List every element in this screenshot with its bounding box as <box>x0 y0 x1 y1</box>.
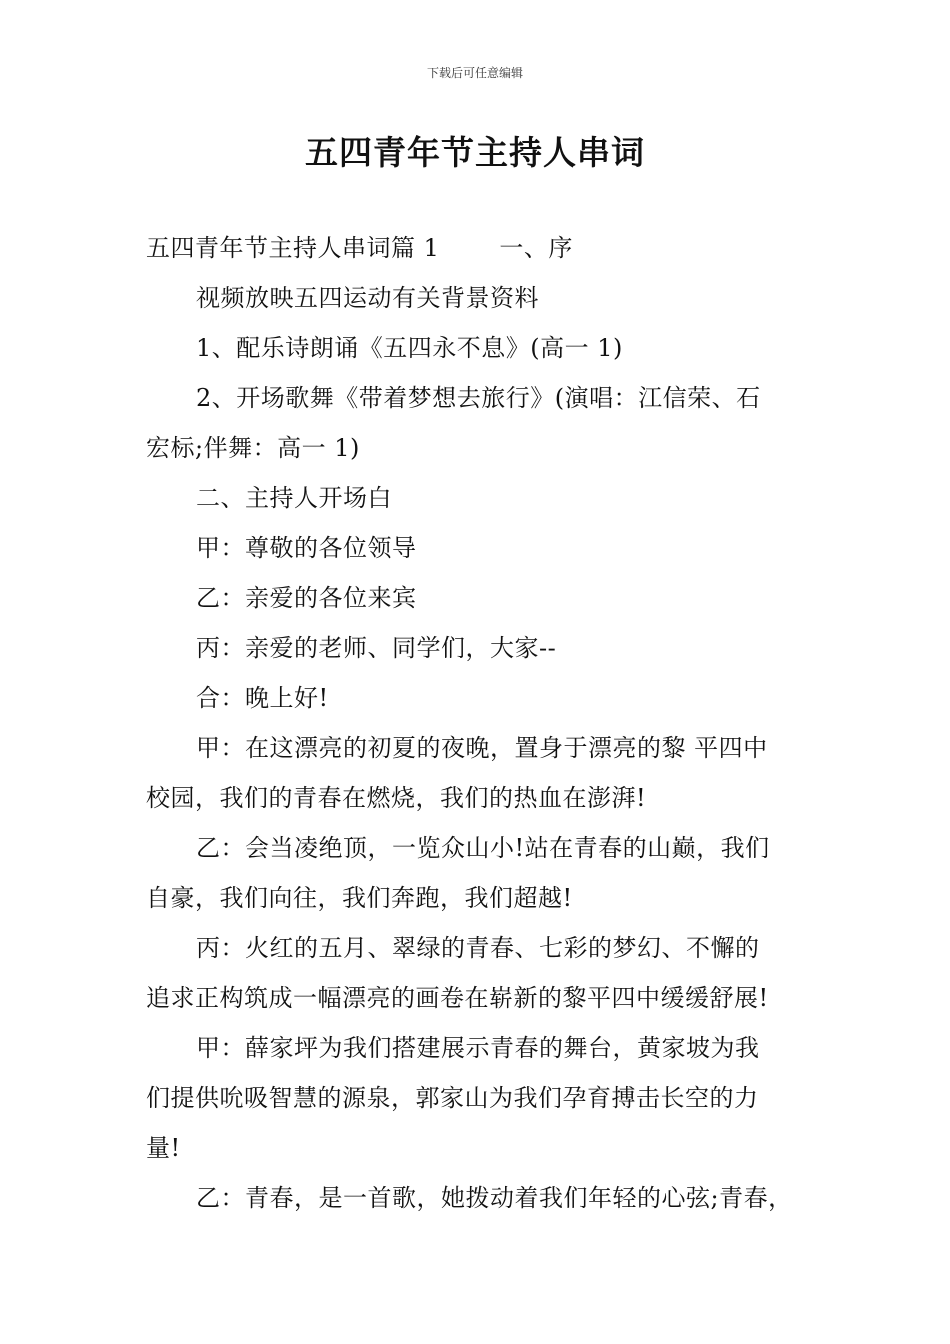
dialogue-line: 甲：在这漂亮的初夏的夜晚，置身于漂亮的黎 平四中 <box>196 734 768 762</box>
paragraph-line: 2、开场歌舞《带着梦想去旅行》(演唱：江信荣、石 <box>196 384 761 412</box>
dialogue-line: 合：晚上好! <box>196 684 329 712</box>
dialogue-line: 乙：青春，是一首歌，她拨动着我们年轻的心弦;青春， <box>196 1184 793 1212</box>
dialogue-line: 乙：亲爱的各位来宾 <box>196 584 417 612</box>
dialogue-line: 追求正构筑成一幅漂亮的画卷在崭新的黎平四中缓缓舒展! <box>146 984 769 1012</box>
section-one-heading: 一、序 <box>499 234 573 262</box>
dialogue-line: 量! <box>146 1134 181 1162</box>
header-note: 下载后可任意编辑 <box>426 66 523 80</box>
dialogue-line: 乙：会当凌绝顶，一览众山小!站在青春的山巅，我们 <box>196 834 770 862</box>
dialogue-line: 校园，我们的青春在燃烧，我们的热血在澎湃! <box>146 784 647 812</box>
paragraph-line: 1、配乐诗朗诵《五四永不息》(高一 1) <box>196 334 623 362</box>
section-two-heading: 二、主持人开场白 <box>196 484 392 512</box>
article-subtitle: 五四青年节主持人串词篇 1 <box>146 234 440 262</box>
dialogue-line: 自豪，我们向往，我们奔跑，我们超越! <box>146 884 573 912</box>
section-heading-line <box>146 233 573 263</box>
paragraph-line: 视频放映五四运动有关背景资料 <box>196 284 539 312</box>
dialogue-line: 丙：火红的五月、翠绿的青春、七彩的梦幻、不懈的 <box>196 934 760 962</box>
dialogue-line: 甲：薛家坪为我们搭建展示青春的舞台，黄家坡为我 <box>196 1034 760 1062</box>
dialogue-line: 甲：尊敬的各位领导 <box>196 534 417 562</box>
dialogue-line: 丙：亲爱的老师、同学们，大家-- <box>196 634 557 662</box>
document-title: 五四青年节主持人串词 <box>305 133 645 172</box>
dialogue-line: 们提供吮吸智慧的源泉，郭家山为我们孕育搏击长空的力 <box>146 1084 759 1112</box>
paragraph-line: 宏标;伴舞：高一 1) <box>146 434 360 462</box>
